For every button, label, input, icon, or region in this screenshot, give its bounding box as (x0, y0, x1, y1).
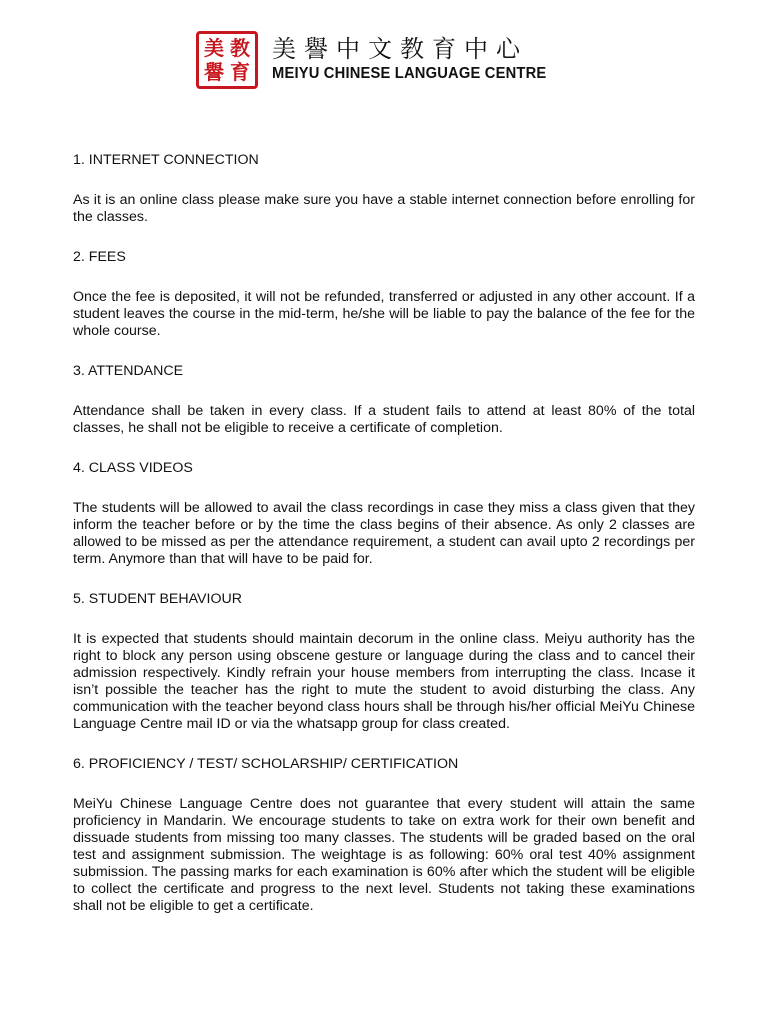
brand-name-chinese: 美譽中文教育中心 (272, 35, 528, 63)
section-proficiency-certification (73, 756, 695, 915)
section-paragraph: The students will be allowed to avail the class recordings in case they miss a class given that they inform the teacher before or by the time the class begins of their absence. As only 2 classes are allowed to be missed as per the attendance requirement, a student can avail upto 2 recordings per term. Anymore than that will have to be paid for. (73, 500, 695, 567)
brand-name-english: MEIYU CHINESE LANGUAGE CENTRE (272, 65, 547, 82)
page-header (196, 30, 570, 90)
brand-name (272, 35, 570, 85)
section-attendance (73, 363, 695, 437)
section-title: 6. PROFICIENCY / TEST/ SCHOLARSHIP/ CERTIFICATION (73, 756, 459, 772)
section-paragraph: MeiYu Chinese Language Centre does not guarantee that every student will attain the same proficiency in Mandarin. We encourage students to take on extra work for their own benefit and dissuade students from missing too many classes. The students will be graded based on the oral test and assignment submission. The weightage is as following: 60% oral test 40% assignment submission. The passing marks for each examination is 60% after which the student will be eligible to collect the certificate and progress to the next level. Students not taking these examinations shall not be eligible to get a certificate. (73, 796, 695, 914)
section-paragraph: As it is an online class please make sure you have a stable internet connection before enrolling for the classes. (73, 192, 695, 225)
logo-seal (196, 31, 258, 89)
seal-char: 譽 (204, 60, 224, 84)
section-paragraph: Once the fee is deposited, it will not be refunded, transferred or adjusted in any other account. If a student leaves the course in the mid-term, he/she will be liable to pay the balance of the fee for the whole course. (73, 289, 695, 339)
section-title: 5. STUDENT BEHAVIOUR (73, 591, 242, 607)
section-title: 4. CLASS VIDEOS (73, 460, 193, 476)
section-paragraph: Attendance shall be taken in every class. If a student fails to attend at least 80% of the total classes, he shall not be eligible to receive a certificate of completion. (73, 403, 695, 436)
seal-char: 教 (230, 36, 250, 60)
section-class-videos (73, 460, 695, 568)
document-body (73, 152, 695, 938)
section-paragraph: It is expected that students should maintain decorum in the online class. Meiyu authority has the right to block any person using obscene gesture or language during the class and to cancel their admission respectively. Kindly refrain your house members from interrupting the class. Incase it isn’t possible the teacher has the right to mute the student to avoid disturbing the class. Any communication with the teacher beyond class hours shall be through his/her official MeiYu Chinese Language Centre mail ID or via the whatsapp group for class created. (73, 631, 695, 732)
section-title: 3. ATTENDANCE (73, 363, 184, 379)
section-title: 1. INTERNET CONNECTION (73, 152, 259, 168)
section-title: 2. FEES (73, 249, 126, 265)
seal-char: 育 (230, 60, 250, 84)
seal-char: 美 (204, 36, 224, 60)
section-internet-connection (73, 152, 695, 226)
section-fees (73, 249, 695, 340)
section-student-behaviour (73, 591, 695, 733)
